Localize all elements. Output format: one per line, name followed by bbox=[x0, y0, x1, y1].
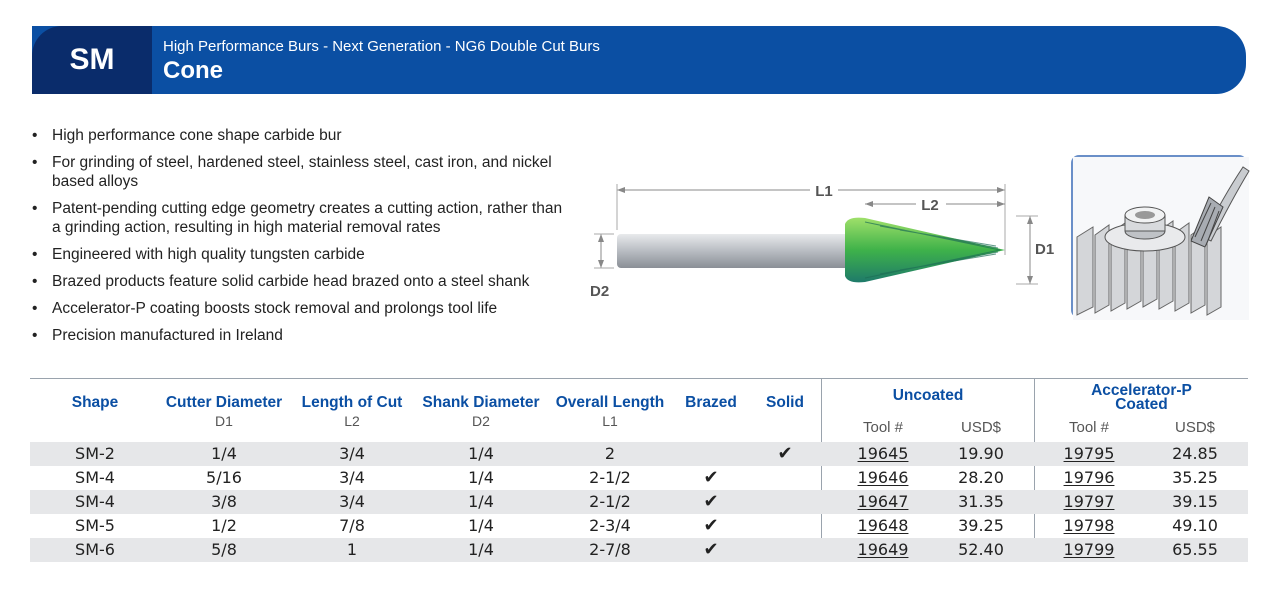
cell-accelerator-usd: 24.85 bbox=[1172, 444, 1218, 463]
table-row bbox=[30, 490, 1248, 514]
feature-item: • Engineered with high quality tungsten carbide bbox=[30, 245, 575, 264]
feature-item: • Precision manufactured in Ireland bbox=[30, 326, 575, 345]
header-banner bbox=[32, 26, 1246, 94]
label-l1: L1 bbox=[815, 183, 833, 200]
cell-uncoated-tool[interactable]: 19649 bbox=[857, 540, 909, 559]
cell-l2: 1 bbox=[346, 540, 358, 559]
cell-shape: SM-4 bbox=[75, 492, 115, 511]
cell-uncoated-usd: 52.40 bbox=[958, 540, 1004, 559]
feature-item: • Patent-pending cutting edge geometry creates a cutting action, rather than a grinding action, resulting in high material removal rates bbox=[30, 199, 575, 237]
bur-head bbox=[845, 218, 1005, 283]
cell-solid bbox=[752, 538, 818, 562]
col-header-accelerator-usd: USD$ bbox=[1174, 419, 1215, 436]
cell-d1: 5/8 bbox=[211, 540, 237, 559]
cell-brazed bbox=[678, 442, 744, 466]
cell-uncoated-tool[interactable]: 19645 bbox=[857, 444, 909, 463]
cell-solid bbox=[752, 490, 818, 514]
cell-accelerator-tool[interactable]: 19798 bbox=[1063, 516, 1115, 535]
col-header-length-of-cut: Length of Cut bbox=[301, 394, 403, 411]
col-header-accelerator-line2: Coated bbox=[1115, 396, 1168, 413]
table-row bbox=[30, 466, 1248, 490]
cell-shape: SM-2 bbox=[75, 444, 115, 463]
cell-accelerator-tool[interactable]: 19797 bbox=[1063, 492, 1115, 511]
cell-accelerator-usd: 65.55 bbox=[1172, 540, 1218, 559]
cell-l1: 2-7/8 bbox=[589, 540, 631, 559]
table-row bbox=[30, 514, 1248, 538]
cell-d1: 3/8 bbox=[211, 492, 237, 511]
cell-uncoated-usd: 19.90 bbox=[958, 444, 1004, 463]
cell-uncoated-tool[interactable]: 19646 bbox=[857, 468, 909, 487]
cell-brazed: ✔ bbox=[703, 491, 719, 512]
table-top-rule bbox=[30, 378, 1248, 379]
cell-uncoated-tool[interactable]: 19648 bbox=[857, 516, 909, 535]
feature-list bbox=[30, 126, 575, 353]
bur-shank bbox=[617, 234, 849, 268]
table-row bbox=[30, 538, 1248, 562]
col-sym-l1: L1 bbox=[602, 413, 618, 429]
cell-shape: SM-5 bbox=[75, 516, 115, 535]
cell-brazed: ✔ bbox=[703, 539, 719, 560]
cell-d2: 1/4 bbox=[468, 540, 494, 559]
cell-solid bbox=[752, 466, 818, 490]
l1-arrow-left bbox=[617, 187, 625, 193]
cell-d1: 1/2 bbox=[211, 516, 237, 535]
cell-l2: 3/4 bbox=[339, 444, 365, 463]
col-sym-d1: D1 bbox=[215, 413, 233, 429]
cell-accelerator-usd: 35.25 bbox=[1172, 468, 1218, 487]
cell-d2: 1/4 bbox=[468, 444, 494, 463]
table-row bbox=[30, 442, 1248, 466]
label-d1: D1 bbox=[1035, 241, 1055, 258]
cell-solid: ✔ bbox=[777, 443, 793, 464]
cell-solid bbox=[752, 514, 818, 538]
col-header-uncoated-usd: USD$ bbox=[960, 419, 1001, 436]
col-sym-l2: L2 bbox=[344, 413, 360, 429]
label-l2: L2 bbox=[921, 197, 939, 214]
cell-d2: 1/4 bbox=[468, 516, 494, 535]
col-header-uncoated-tool: Tool # bbox=[862, 419, 904, 436]
col-sym-d2: D2 bbox=[472, 413, 490, 429]
col-header-cutter-diameter: Cutter Diameter bbox=[165, 394, 283, 411]
cell-accelerator-tool[interactable]: 19796 bbox=[1063, 468, 1115, 487]
col-header-overall-length: Overall Length bbox=[555, 394, 665, 411]
cell-shape: SM-6 bbox=[75, 540, 115, 559]
cell-l1: 2-1/2 bbox=[589, 492, 631, 511]
col-header-solid: Solid bbox=[766, 394, 804, 411]
cell-accelerator-tool[interactable]: 19795 bbox=[1063, 444, 1115, 463]
cell-uncoated-usd: 28.20 bbox=[958, 468, 1004, 487]
cell-brazed: ✔ bbox=[703, 515, 719, 536]
cell-uncoated-tool[interactable]: 19647 bbox=[857, 492, 909, 511]
l2-arrow-left bbox=[865, 201, 873, 207]
cell-l1: 2 bbox=[604, 444, 616, 463]
col-header-shape: Shape bbox=[71, 394, 119, 411]
application-inset-image bbox=[1071, 155, 1247, 318]
cell-l1: 2-3/4 bbox=[589, 516, 631, 535]
cell-l2: 3/4 bbox=[339, 492, 365, 511]
cell-shape: SM-4 bbox=[75, 468, 115, 487]
cell-d1: 1/4 bbox=[211, 444, 237, 463]
cell-l2: 7/8 bbox=[339, 516, 365, 535]
workpiece-illustration bbox=[1073, 157, 1249, 320]
cell-d2: 1/4 bbox=[468, 468, 494, 487]
cell-uncoated-usd: 39.25 bbox=[958, 516, 1004, 535]
col-header-accelerator-tool: Tool # bbox=[1068, 419, 1110, 436]
cell-accelerator-usd: 49.10 bbox=[1172, 516, 1218, 535]
feature-item: • For grinding of steel, hardened steel, stainless steel, cast iron, and nickel based alloys bbox=[30, 153, 575, 191]
cell-d2: 1/4 bbox=[468, 492, 494, 511]
label-d2: D2 bbox=[590, 283, 610, 300]
col-header-accelerator-line1: Accelerator-P bbox=[1091, 382, 1192, 399]
l1-arrow-right bbox=[997, 187, 1005, 193]
cell-accelerator-tool[interactable]: 19799 bbox=[1063, 540, 1115, 559]
col-header-uncoated: Uncoated bbox=[892, 387, 964, 404]
cell-l2: 3/4 bbox=[339, 468, 365, 487]
col-header-brazed: Brazed bbox=[685, 394, 737, 411]
bur-dimension-diagram bbox=[580, 170, 1055, 310]
cell-accelerator-usd: 39.15 bbox=[1172, 492, 1218, 511]
cell-l1: 2-1/2 bbox=[589, 468, 631, 487]
feature-item: • Brazed products feature solid carbide head brazed onto a steel shank bbox=[30, 272, 575, 291]
col-header-shank-diameter: Shank Diameter bbox=[422, 394, 540, 411]
banner-title: Cone bbox=[163, 57, 223, 84]
cell-uncoated-usd: 31.35 bbox=[958, 492, 1004, 511]
cell-brazed: ✔ bbox=[703, 467, 719, 488]
feature-item: • Accelerator-P coating boosts stock removal and prolongs tool life bbox=[30, 299, 575, 318]
l2-arrow-right bbox=[997, 201, 1005, 207]
banner-subtitle: High Performance Burs - Next Generation - NG6 Double Cut Burs bbox=[163, 38, 600, 55]
series-code: SM bbox=[69, 43, 115, 76]
feature-item: • High performance cone shape carbide bur bbox=[30, 126, 575, 145]
cell-d1: 5/16 bbox=[206, 468, 242, 487]
